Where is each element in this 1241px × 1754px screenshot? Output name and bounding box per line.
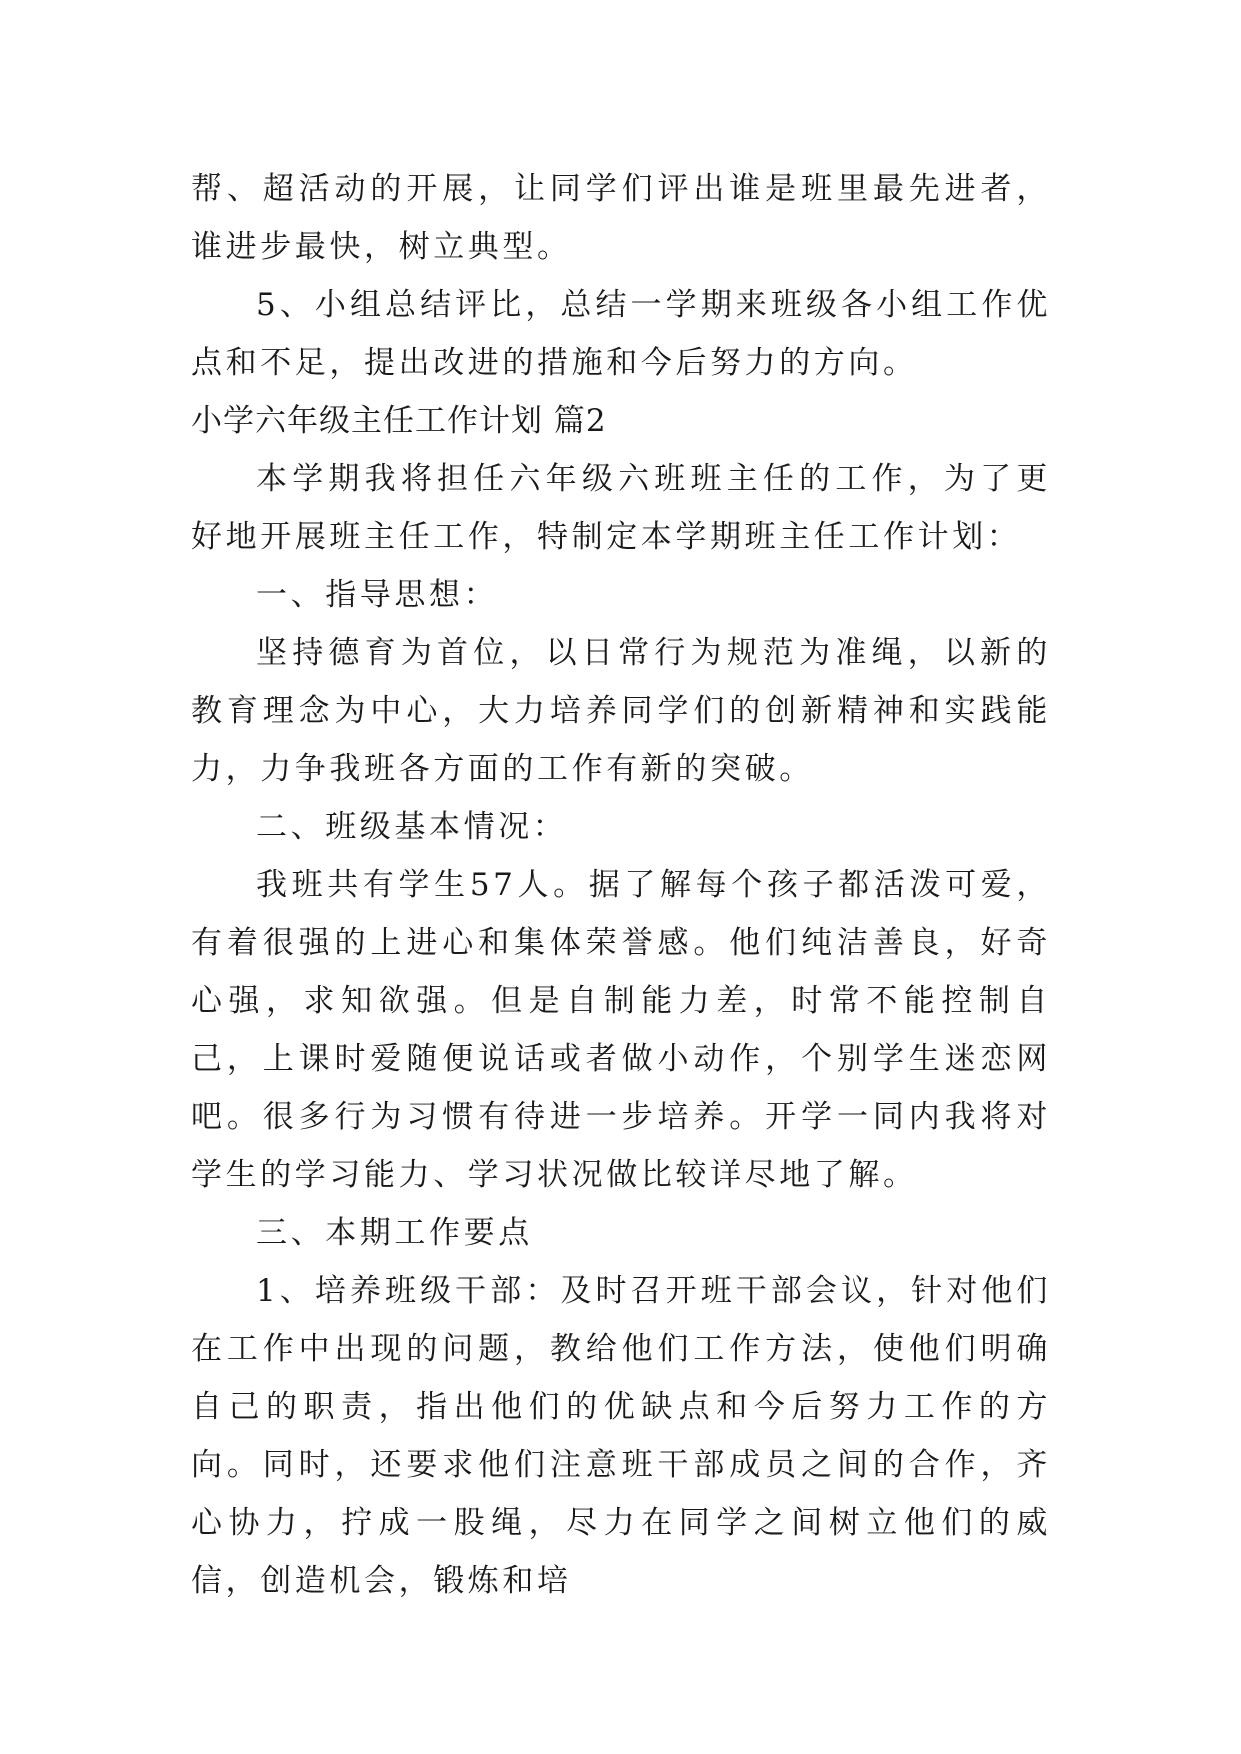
section-heading: 一、指导思想： (256, 577, 499, 613)
paragraph: 帮、超活动的开展，让同学们评出谁是班里最先进者，谁进步最快，树立典型。 (191, 171, 1051, 265)
paragraph: 我班共有学生57人。据了解每个孩子都活泼可爱，有着很强的上进心和集体荣誉感。他们纯洁善良，好奇心强，求知欲强。但是自制能力差，时常不能控制自己，上课时爱随便说话或者做小动作，个别学生迷恋网吧。很多行为习惯有待进一步培养。开学一同内我将对学生的学习能力、学习状况做比较详尽地了解。 (191, 867, 1051, 1193)
section-title: 小学六年级主任工作计划 篇2 (191, 403, 607, 439)
paragraph: 本学期我将担任六年级六班班主任的工作，为了更好地开展班主任工作，特制定本学期班主任工作计划： (191, 461, 1051, 555)
document-body (191, 160, 1051, 1610)
paragraph: 坚持德育为首位，以日常行为规范为准绳，以新的教育理念为中心，大力培养同学们的创新精神和实践能力，力争我班各方面的工作有新的突破。 (191, 635, 1051, 787)
paragraph: 5、小组总结评比，总结一学期来班级各小组工作优点和不足，提出改进的措施和今后努力的方向。 (191, 287, 1051, 381)
section-heading: 三、本期工作要点 (256, 1215, 533, 1251)
paragraph: 1、培养班级干部：及时召开班干部会议，针对他们在工作中出现的问题，教给他们工作方法，使他们明确自己的职责，指出他们的优缺点和今后努力工作的方向。同时，还要求他们注意班干部成员之间的合作，齐心协力，拧成一股绳，尽力在同学之间树立他们的威信，创造机会，锻炼和培 (191, 1273, 1051, 1599)
section-heading: 二、班级基本情况： (256, 809, 568, 845)
